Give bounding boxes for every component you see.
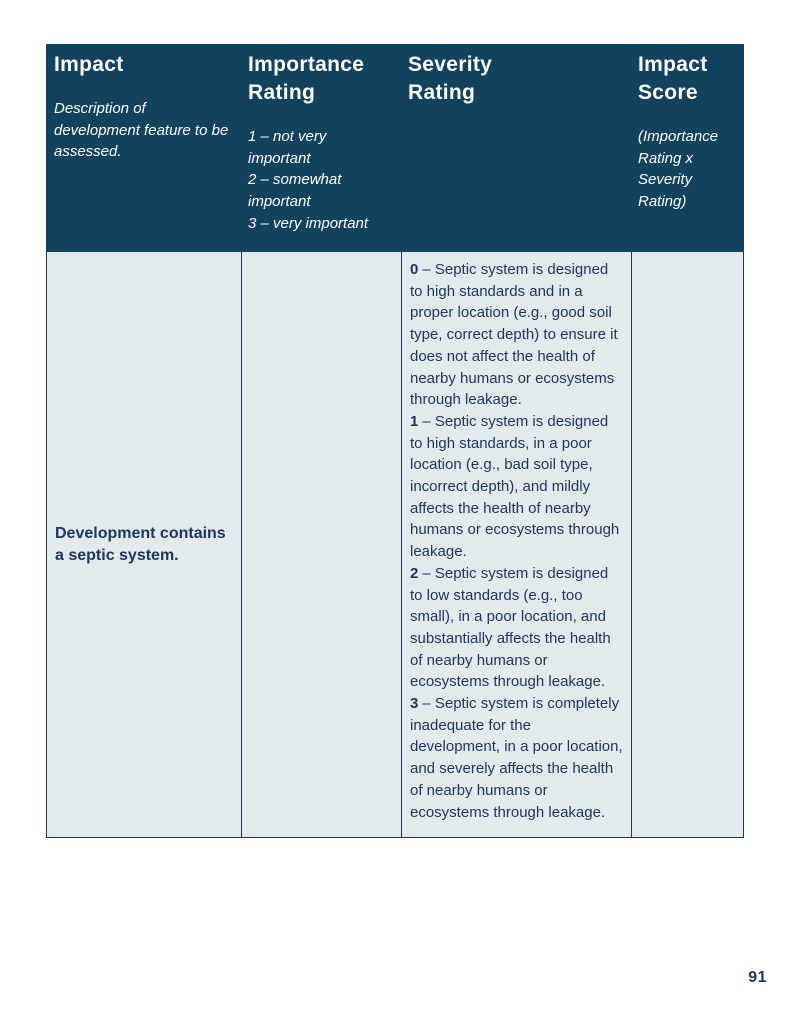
header-cell-impact-score [630, 44, 744, 252]
body-cell-importance-rating-empty [241, 252, 401, 837]
body-cell-severity-rating [401, 252, 631, 837]
header-cell-importance-rating [240, 44, 400, 252]
severity-level-2 [410, 563, 623, 693]
table-header-row [46, 44, 744, 252]
importance-scale-line-2: 2 – somewhat important [248, 171, 342, 211]
severity-level-1-number: 1 [410, 412, 419, 430]
impact-description: Development contains a septic system. [55, 524, 226, 564]
page-number: 91 [748, 969, 767, 986]
severity-level-3-text: – Septic system is completely inadequate for the development, in a poor location, and severely affects the health of nearby humans or ecosystems through leakage. [410, 695, 623, 821]
importance-scale-line-3: 3 – very important [248, 214, 369, 232]
impact-rating-table [46, 44, 744, 838]
importance-scale-line-1: 1 – not very important [248, 128, 327, 167]
header-cell-severity-rating [400, 44, 630, 252]
severity-level-2-number: 2 [410, 564, 419, 582]
column-title-severity-rating: Severity Rating [408, 53, 493, 104]
severity-level-1 [410, 411, 623, 563]
severity-level-0-number: 0 [410, 261, 419, 278]
severity-level-3-number: 3 [410, 695, 419, 713]
column-title-importance-rating: Importance Rating [248, 53, 365, 104]
severity-level-2-text: – Septic system is designed to low standards (e.g., too small), in a poor location, and substantially affects the health of nearby humans or ecosystems through leakage. [410, 564, 611, 691]
importance-rating-scale [248, 126, 390, 235]
column-title-impact: Impact [54, 53, 124, 76]
body-cell-impact-score-empty [631, 252, 745, 837]
column-subtitle-impact-score: (Importance Rating x Severity Rating) [638, 128, 719, 211]
table-body-row [46, 252, 744, 838]
severity-level-1-text: – Septic system is designed to high standards, in a poor location (e.g., bad soil type, incorrect depth), and mildly affects the health of nearby humans or ecosystems through leakage. [410, 412, 620, 561]
body-cell-impact [47, 252, 241, 837]
severity-level-3 [410, 693, 623, 823]
column-subtitle-impact: Description of development feature to be assessed. [54, 100, 229, 161]
severity-level-0 [410, 259, 623, 411]
column-title-impact-score: Impact Score [638, 53, 708, 104]
severity-level-0-text: – Septic system is designed to high standards and in a proper location (e.g., good soil type, correct depth) to ensure it does not affect the health of nearby humans or ecosystems through leakage. [410, 261, 618, 409]
header-cell-impact [46, 44, 240, 252]
